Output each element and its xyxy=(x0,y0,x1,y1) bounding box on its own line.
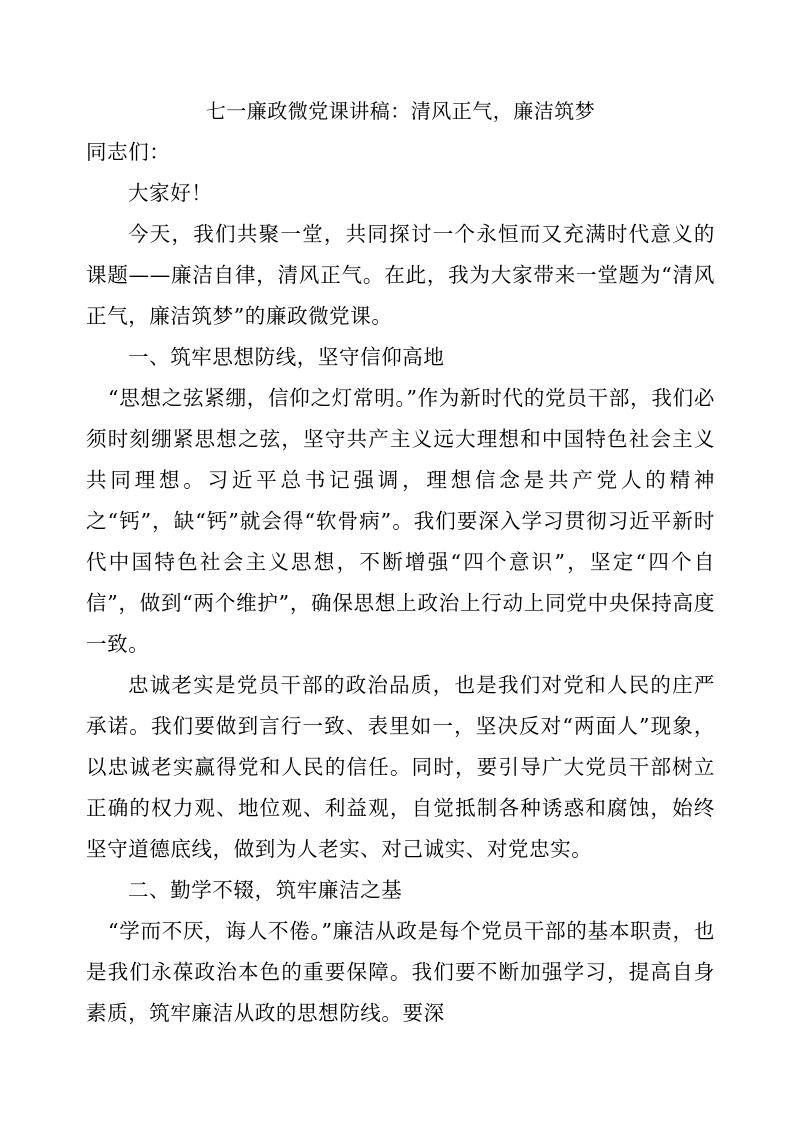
heading-section-two: 二、勤学不辍，筑牢廉洁之基 xyxy=(128,878,403,902)
paragraph-intro: 今天，我们共聚一堂，共同探讨一个永恒而又充满时代意义的课题——廉洁自律，清风正气。在此，我为大家带来一堂题为“清风正气，廉洁筑梦”的廉政微党课。 xyxy=(86,222,715,328)
heading-section-one: 一、筑牢思想防线，坚守信仰高地 xyxy=(128,345,445,369)
paragraph-section-one-second: 忠诚老实是党员干部的政治品质，也是我们对党和人民的庄严承诺。我们要做到言行一致、表里如一，坚决反对“两面人”现象，以忠诚老实赢得党和人民的信任。同时，要引导广大党员干部树立正确的权力观、地位观、利益观，自觉抵制各种诱惑和腐蚀，始终坚守道德底线，做到为人老实、对己诚实、对党忠实。 xyxy=(86,673,715,861)
paragraph-greeting: 大家好！ xyxy=(128,181,213,205)
page-title: 七一廉政微党课讲稿：清风正气，廉洁筑梦 xyxy=(205,99,596,123)
paragraph-section-two-first: “学而不厌，诲人不倦。”廉洁从政是每个党员干部的基本职责，也是我们永葆政治本色的重要保障。我们要不断加强学习，提高自身素质，筑牢廉洁从政的思想防线。要深 xyxy=(86,919,715,1025)
paragraph-salutation: 同志们： xyxy=(86,140,171,164)
paragraph-section-one-first: “思想之弦紧绷，信仰之灯常明。”作为新时代的党员干部，我们必须时刻绷紧思想之弦，坚守共产主义远大理想和中国特色社会主义共同理想。习近平总书记强调，理想信念是共产党人的精神之“钙”，缺“钙”就会得“软骨病”。我们要深入学习贯彻习近平新时代中国特色社会主义思想，不断增强“四个意识”，坚定“四个自信”，做到“两个维护”，确保思想上政治上行动上同党中央保持高度一致。 xyxy=(86,386,715,656)
